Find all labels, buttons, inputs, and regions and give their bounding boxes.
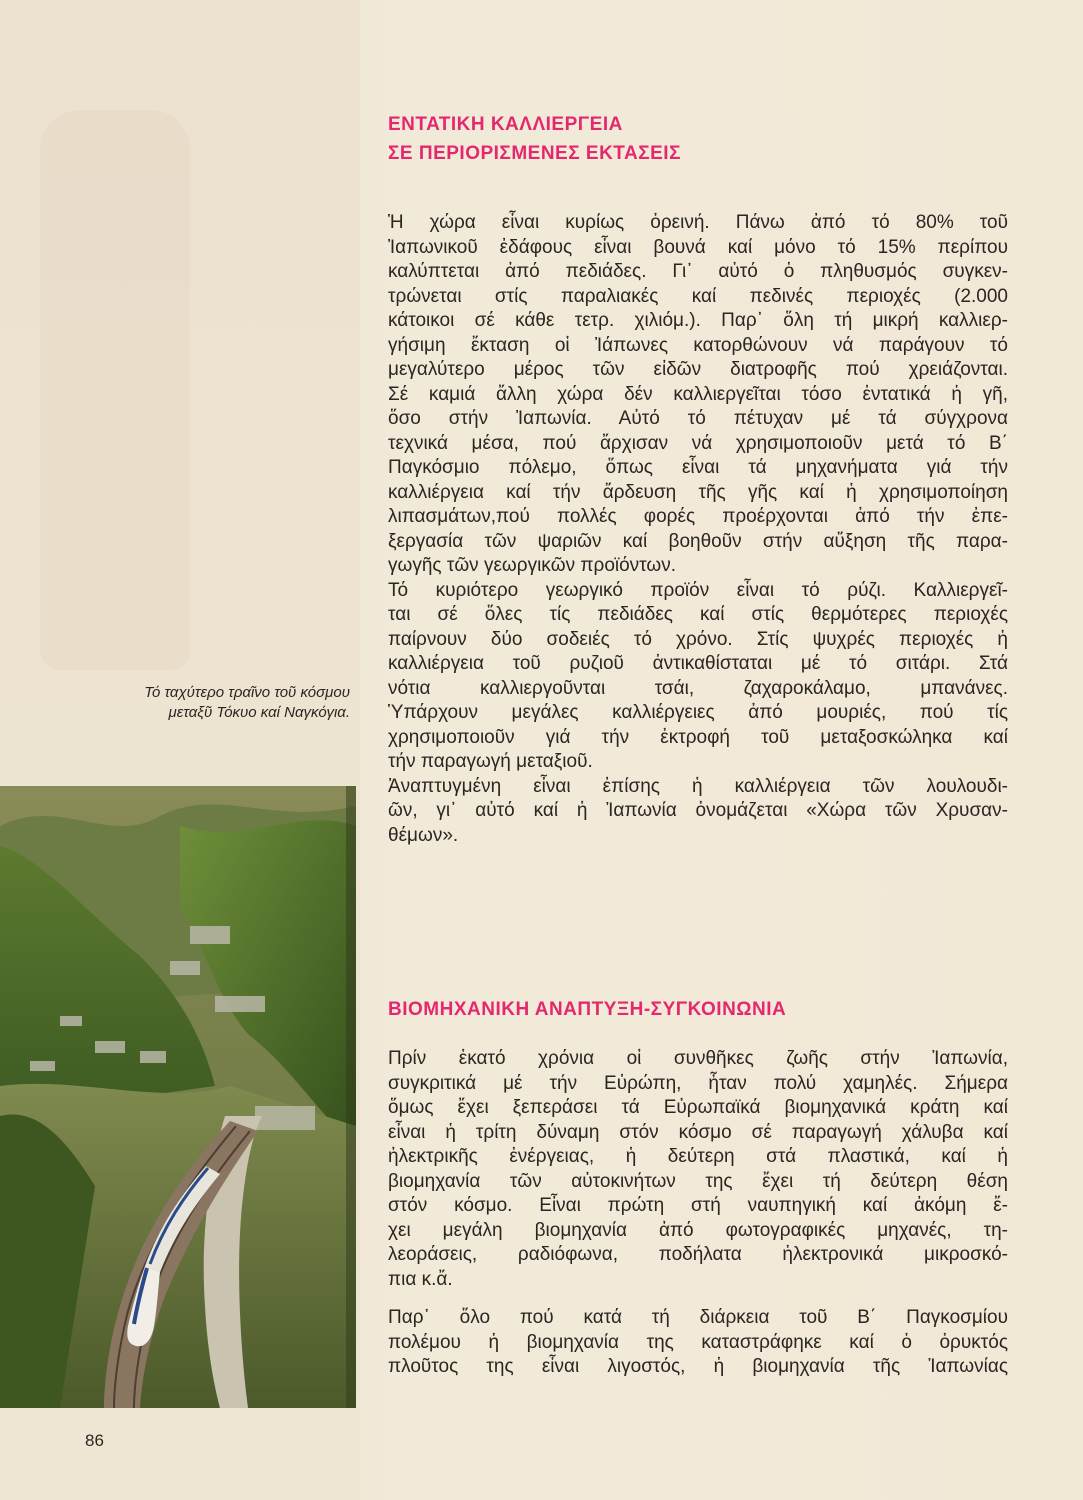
- body-line: Πρίν ἑκατό χρόνια οἱ συνθῆκες ζωῆς στήν Ἰαπωνία,: [388, 1048, 1008, 1069]
- body-line: λιπασμάτων,πού πολλές φορές προέρχονται ἀπό τήν ἐπε-: [388, 506, 1008, 527]
- body-line: Σέ καμιά ἄλλη χώρα δέν καλλιεργεῖται τόσο ἐντατικά ἡ γῆ,: [388, 383, 1008, 405]
- photo-shadow-edge: [346, 786, 356, 1408]
- train-photo: [0, 786, 356, 1408]
- body-line: θέμων».: [388, 824, 459, 846]
- body-line: ὅσο στήν Ἰαπωνία. Αὐτό τό πέτυχαν μέ τά σύγχρονα: [388, 408, 1008, 429]
- body-line: χει μεγάλη βιομηχανία ἀπό φωτογραφικές μηχανές, τη-: [388, 1219, 1008, 1241]
- body-line: πολέμου ἡ βιομηχανία της καταστράφηκε καί ὁ ὀρυκτός: [388, 1331, 1008, 1353]
- body-line: Ἡ χώρα εἶναι κυρίως ὀρεινή. Πάνω ἀπό τό 80% τοῦ: [388, 212, 1008, 233]
- body-line: ξεργασία τῶν ψαριῶν καί βοηθοῦν στήν αὔξηση τῆς παρα-: [388, 530, 1008, 552]
- section1-body: [388, 211, 1008, 848]
- body-line: στόν κόσμο. Εἶναι πρώτη στή ναυπηγική καί ἀκόμη ἔ-: [388, 1195, 1008, 1216]
- body-line: καλύπτεται ἀπό πεδιάδες. Γι᾽ αὐτό ὁ πληθυσμός συγκεν-: [388, 261, 1008, 282]
- section-heading-intensive-cultivation: [388, 110, 681, 168]
- body-line: Τό κυριότερο γεωργικό προϊόν εἶναι τό ρύζι. Καλλιεργεῖ-: [388, 579, 1008, 601]
- body-line: Παρ᾽ ὅλο πού κατά τή διάρκεια τοῦ Β΄ Παγκοσμίου: [388, 1307, 1008, 1328]
- body-line: Ἀναπτυγμένη εἶναι ἐπίσης ἡ καλλιέργεια τῶν λουλουδι-: [388, 775, 1008, 797]
- body-line: λεοράσεις, ραδιόφωνα, ποδήλατα ἠλεκτρονικά μικροσκό-: [388, 1244, 1008, 1265]
- body-line: κάτοικοι σέ κάθε τετρ. χιλιόμ.). Παρ᾽ ὅλη τή μικρή καλλιερ-: [388, 310, 1008, 331]
- body-line: γήσιμη ἔκταση οἱ Ἰάπωνες κατορθώνουν νά παράγουν τό: [388, 334, 1008, 356]
- body-line: καλλιέργεια καί τήν ἄρδευση τῆς γῆς καί ἡ χρησιμοποίηση: [388, 481, 1008, 503]
- body-line: Ὑπάρχουν μεγάλες καλλιέργειες ἀπό μουριές, πού τίς: [388, 702, 1008, 723]
- body-line: ῶν, γι᾽ αὐτό καί ἡ Ἰαπωνία ὀνομάζεται «Χώρα τῶν Χρυσαν-: [388, 800, 1008, 821]
- body-line: Ἰαπωνικοῦ ἐδάφους εἶναι βουνά καί μόνο τό 15% περίπου: [388, 236, 1008, 258]
- body-line: μεγαλύτερο μέρος τῶν εἰδῶν διατροφῆς πού χρειάζονται.: [388, 359, 1008, 380]
- body-line: ται σέ ὅλες τίς πεδιάδες καί στίς θερμότερες περιοχές: [388, 604, 1008, 625]
- section2-body: [388, 1047, 1008, 1380]
- body-line: γωγῆς τῶν γεωργικῶν προϊόντων.: [388, 555, 677, 576]
- bleed-through-shadow: [40, 110, 190, 670]
- heading-line: ΒΙΟΜΗΧΑΝΙΚΗ ΑΝΑΠΤΥΞΗ-ΣΥΓΚΟΙΝΩΝΙΑ: [388, 999, 787, 1020]
- body-line: συγκριτικά μέ τήν Εὐρώπη, ἦταν πολύ χαμηλές. Σήμερα: [388, 1072, 1008, 1094]
- body-line: εἶναι ἡ τρίτη δύναμη στόν κόσμο σέ παραγωγή χάλυβα καί: [388, 1121, 1008, 1143]
- body-line: πια κ.ἄ.: [388, 1268, 453, 1290]
- body-line: τήν παραγωγή μεταξιοῦ.: [388, 751, 593, 772]
- body-line: πλοῦτος της εἶναι λιγοστός, ἡ βιομηχανία τῆς Ἰαπωνίας: [388, 1356, 1008, 1377]
- body-line: παίρνουν δύο σοδειές τό χρόνο. Στίς ψυχρές περιοχές ἡ: [388, 628, 1008, 650]
- heading-line: ΕΝΤΑΤΙΚΗ ΚΑΛΛΙΕΡΓΕΙΑ: [388, 114, 623, 135]
- body-line: τεχνικά μέσα, πού ἄρχισαν νά χρησιμοποιοῦν μετά τό Β΄: [388, 432, 1008, 454]
- body-line: τρώνεται στίς παραλιακές καί πεδινές περιοχές (2.000: [388, 285, 1008, 307]
- body-line: ἠλεκτρικῆς ἐνέργειας, ἡ δεύτερη στά πλαστικά, καί ἡ: [388, 1146, 1008, 1167]
- body-line: χρησιμοποιοῦν γιά τήν ἐκτροφή τοῦ μεταξοσκώληκα καί: [388, 726, 1008, 748]
- caption-line: μεταξῦ Τόκυο καί Ναγκόγια.: [168, 704, 350, 721]
- body-line: βιομηχανία τῶν αὐτοκινήτων της ἔχει τή δεύτερη θέση: [388, 1170, 1008, 1192]
- section-heading-industrial-development: [388, 995, 786, 1024]
- body-line: νότια καλλιεργοῦνται τσάι, ζαχαροκάλαμο, μπανάνες.: [388, 677, 1008, 699]
- caption-line: Τό ταχύτερο τραῖνο τοῦ κόσμου: [144, 684, 350, 701]
- body-line: Παγκόσμιο πόλεμο, ὅπως εἶναι τά μηχανήματα γιά τήν: [388, 457, 1008, 478]
- photo-caption: [100, 683, 350, 723]
- heading-line: ΣΕ ΠΕΡΙΟΡΙΣΜΕΝΕΣ ΕΚΤΑΣΕΙΣ: [388, 143, 681, 164]
- body-line: καλλιέργεια τοῦ ρυζιοῦ ἀντικαθίσταται μέ τό σιτάρι. Στά: [388, 653, 1008, 674]
- body-line: ὅμως ἔχει ξεπεράσει τά Εὐρωπαϊκά βιομηχανικά κράτη καί: [388, 1097, 1008, 1118]
- page-number: 86: [85, 1431, 104, 1450]
